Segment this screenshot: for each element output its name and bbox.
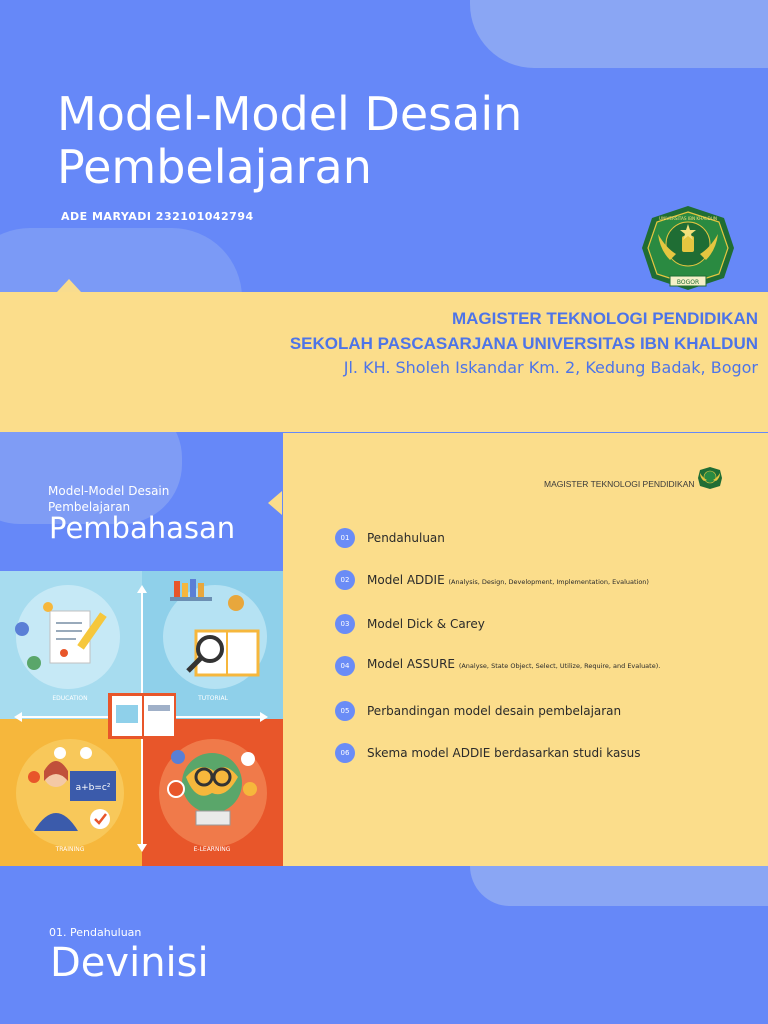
item-note: (Analysis, Design, Development, Implementation, Evaluation) — [448, 578, 649, 586]
item-number-badge: 06 — [335, 743, 355, 763]
item-number-badge: 04 — [335, 656, 355, 676]
svg-text:UNIVERSITAS IBN KHALDUN: UNIVERSITAS IBN KHALDUN — [659, 216, 717, 221]
item-number-badge: 02 — [335, 570, 355, 590]
agenda-item-03 — [335, 614, 485, 634]
quadrant-label: EDUCATION — [52, 695, 88, 702]
item-number-badge: 03 — [335, 614, 355, 634]
author-name: ADE MARYADI 232101042794 — [61, 210, 254, 223]
section-subtitle: 01. Pendahuluan — [49, 926, 142, 939]
agenda-item-06 — [335, 743, 640, 763]
quadrant-label: TRAINING — [55, 846, 85, 853]
item-label: Skema model ADDIE berdasarkan studi kasus — [367, 746, 641, 760]
school-name: SEKOLAH PASCASARJANA UNIVERSITAS IBN KHALDUN — [289, 334, 758, 353]
item-label: Model Dick & Carey — [367, 617, 485, 631]
item-number-badge: 05 — [335, 701, 355, 721]
agenda-item-02 — [335, 570, 649, 590]
university-seal-icon — [697, 466, 723, 490]
slide-subtitle: Model-Model Desain Pembelajaran — [48, 484, 170, 514]
item-note: (Analyse, State Object, Select, Utilize, Require, and Evaluate). — [458, 662, 661, 670]
slide-title: Model-Model Desain Pembelajaran — [57, 87, 523, 194]
svg-text:BOGOR: BOGOR — [676, 279, 700, 286]
agenda-panel — [283, 433, 768, 866]
agenda-item-05 — [335, 701, 621, 721]
section-title: Devinisi — [50, 940, 209, 986]
decorative-triangle — [268, 491, 282, 515]
item-label: Pendahuluan — [367, 531, 445, 545]
formula-text: a+b=c² — [75, 783, 111, 793]
institution-band — [0, 292, 768, 432]
program-name: MAGISTER TEKNOLOGI PENDIDIKAN — [451, 309, 758, 328]
quadrant-label: TUTORIAL — [198, 695, 228, 702]
item-number-badge: 01 — [335, 528, 355, 548]
decorative-triangle — [57, 279, 81, 292]
decorative-shape — [470, 866, 768, 906]
item-label: Perbandingan model desain pembelajaran — [367, 704, 622, 718]
item-label: Model ASSURE — [367, 657, 459, 671]
agenda-item-04 — [335, 654, 675, 676]
slide-title: Pembahasan — [49, 511, 236, 545]
decorative-shape — [470, 0, 768, 68]
quadrant-label: E-LEARNING — [193, 846, 231, 853]
agenda-item-01 — [335, 528, 445, 548]
e-learning-illustration — [0, 571, 283, 866]
address: Jl. KH. Sholeh Iskandar Km. 2, Kedung Badak, Bogor — [343, 358, 758, 377]
item-label: Model ADDIE — [367, 573, 449, 587]
panel-header: MAGISTER TEKNOLOGI PENDIDIKAN — [544, 479, 695, 489]
university-seal-icon — [640, 204, 736, 292]
